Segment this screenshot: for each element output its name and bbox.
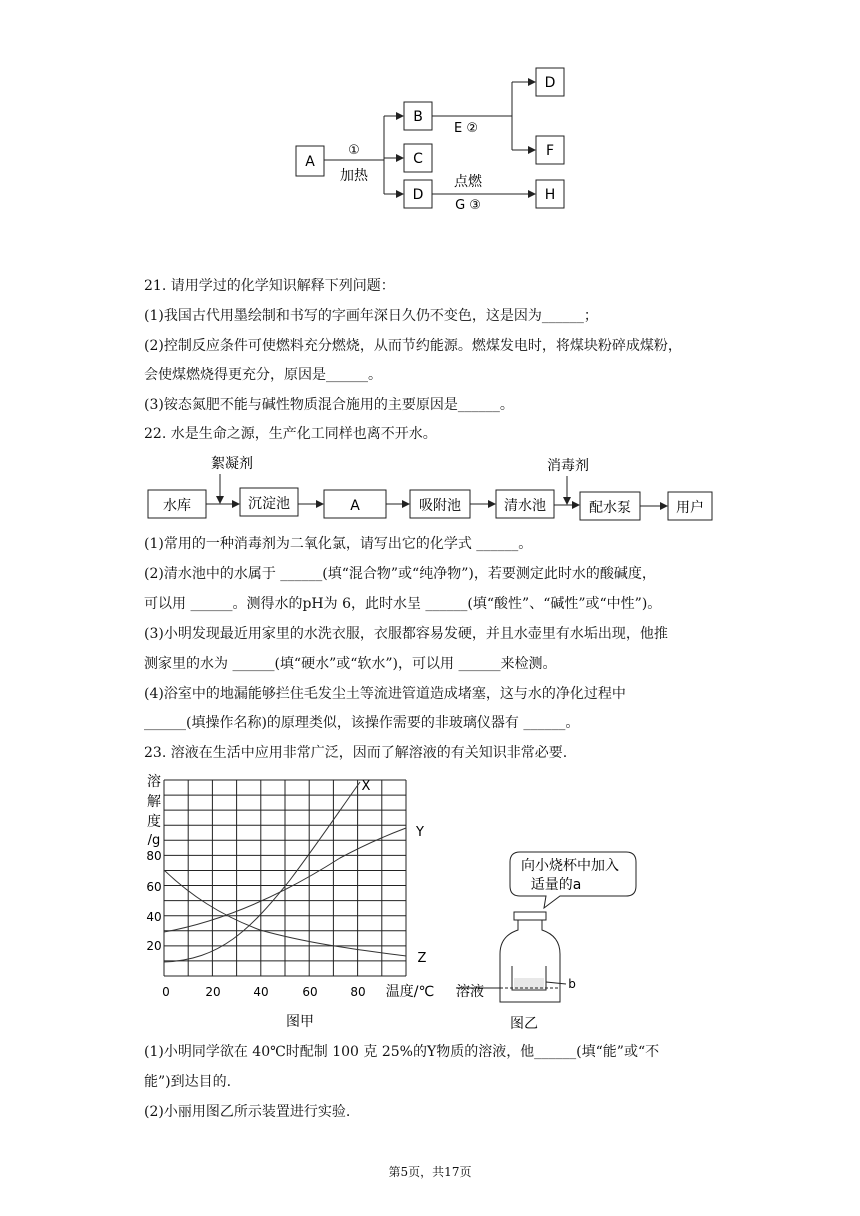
reaction-scheme-diagram [280,60,580,220]
q21-part2b: 会使煤燃烧得更充分，原因是______。 [144,367,382,383]
apparatus-diagram [448,840,648,1040]
ignite-label: 点燃 [454,174,482,190]
q21-stem: 21. 请用学过的化学知识解释下列问题： [144,278,395,294]
flow-box-user: 用户 [676,500,704,516]
ytick-80: 80 [146,849,162,863]
heating-label: 加热 [340,168,368,184]
bubble-line-2: 适量的a [530,877,582,893]
ytick-60: 60 [146,880,162,894]
ytick-20: 20 [146,939,162,953]
q22-part2b: 可以用 ______。测得水的pH为 6，此时水呈 ______(填“酸性”、“碱性”或“中性”)。 [144,596,662,612]
coagulant-label: 絮凝剂 [211,456,253,472]
q23-stem: 23. 溶液在生活中应用非常广泛，因而了解溶液的有关知识非常必要. [144,745,568,761]
box-f: F [545,143,555,159]
q21-part3: (3)铵态氮肥不能与碱性物质混合施用的主要原因是______。 [144,397,514,413]
ylabel-3: 度 [147,814,161,830]
flow-box-sedimentation: 沉淀池 [248,496,290,512]
ylabel-4: /g [147,833,161,848]
q22-part3b: 测家里的水为 ______(填“硬水”或“软水”)，可以用 ______来检测。 [144,656,557,672]
box-a: A [305,154,315,170]
solution-label: 溶液 [456,984,484,1000]
flow-box-reservoir: 水库 [163,498,191,514]
xaxis-label: 温度/℃ [385,984,435,1000]
q22-part1: (1)常用的一种消毒剂为二氧化氯，请写出它的化学式 ______。 [144,536,533,552]
q23-part1b: 能”)到达目的. [144,1074,232,1090]
q21-part2a: (2)控制反应条件可使燃料充分燃烧，从而节约能源。燃煤发电时，将煤块粉碎成煤粉， [144,338,682,354]
reagent-e-label: E ② [453,121,479,136]
q22-part2a: (2)清水池中的水属于 ______(填“混合物”或“纯净物”)，若要测定此时水的酸碱度， [144,566,656,582]
water-treatment-flowchart [140,452,720,526]
flow-box-adsorption: 吸附池 [419,498,461,514]
curve-label-z: Z [417,951,427,966]
flow-box-a: A [350,498,360,514]
xtick-40: 40 [253,985,269,999]
q22-stem: 22. 水是生命之源，生产化工同样也离不开水。 [144,426,437,442]
box-d-lower: D [412,187,424,203]
q22-part3a: (3)小明发现最近用家里的水洗衣服，衣服都容易发硬，并且水壶里有水垢出现，他推 [144,626,668,642]
curve-label-x: X [361,779,371,794]
apparatus-caption: 图乙 [510,1016,538,1032]
solubility-graph [140,770,440,1040]
q23-part2: (2)小丽用图乙所示装置进行实验. [144,1104,351,1120]
q23-part1a: (1)小明同学欲在 40℃时配制 100 克 25%的Y物质的溶液，他______(填“能”或“不 [144,1044,660,1060]
ylabel-2: 解 [147,794,161,810]
xtick-80: 80 [350,985,366,999]
xtick-0: 0 [162,985,170,999]
xtick-60: 60 [302,985,318,999]
xtick-20: 20 [205,985,221,999]
curve-label-y: Y [416,825,424,840]
flow-box-clear-water: 清水池 [504,498,546,514]
page-footer: 第5页，共17页 [388,1165,472,1179]
bubble-line-1: 向小烧杯中加入 [521,858,619,874]
box-d-upper: D [544,75,556,91]
box-c: C [413,151,423,167]
box-b: B [413,109,423,125]
reagent-g-label: G ③ [455,198,481,213]
box-h: H [544,187,556,203]
q22-part4b: ______(填操作名称)的原理类似，该操作需要的非玻璃仪器有 ______。 [144,715,580,731]
step-1-label: ① [348,143,360,158]
ytick-40: 40 [146,910,162,924]
q22-part4a: (4)浴室中的地漏能够拦住毛发尘土等流进管道造成堵塞，这与水的净化过程中 [144,686,626,702]
q21-part1: (1)我国古代用墨绘制和书写的字画年深日久仍不变色，这是因为______； [144,308,598,324]
flow-box-pump: 配水泵 [589,500,631,516]
curve-x [164,782,360,962]
b-label: b [568,977,576,991]
ylabel-1: 溶 [147,774,161,790]
graph-caption: 图甲 [286,1014,314,1030]
disinfectant-label: 消毒剂 [547,458,589,474]
